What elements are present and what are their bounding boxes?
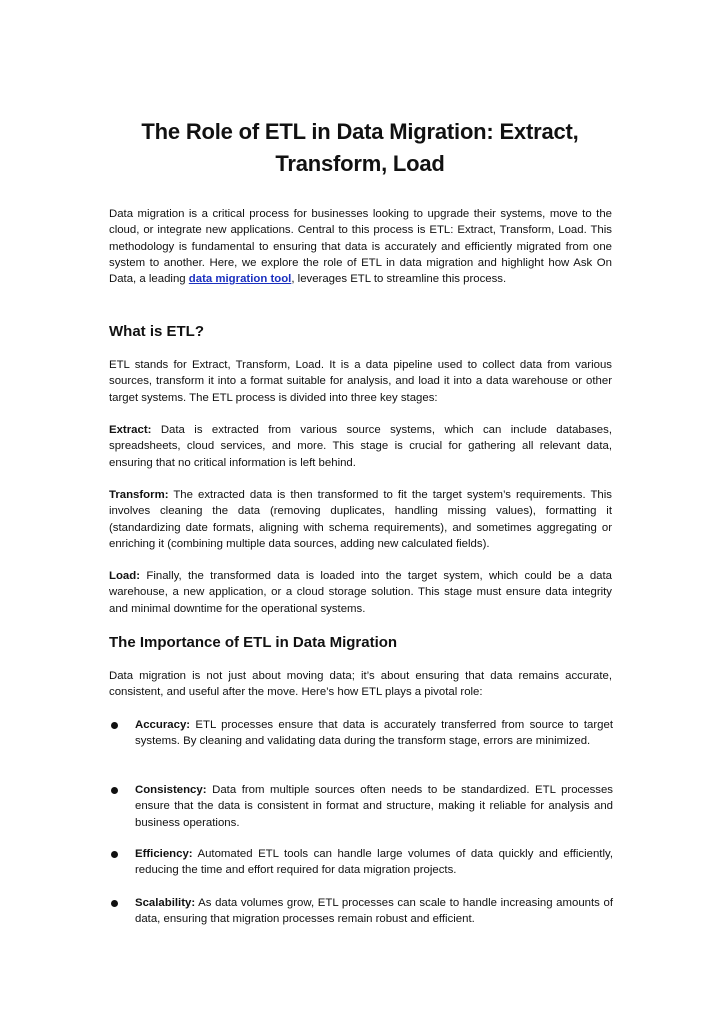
bullet-efficiency xyxy=(135,846,613,879)
title-line-2: Transform, Load xyxy=(275,151,445,176)
bullet-consistency xyxy=(135,782,613,831)
bullet-accuracy-text: ETL processes ensure that data is accurately transferred from source to target systems. By cleaning and validating data during the transform stage, errors are minimized. xyxy=(135,719,613,748)
intro-text-after-link: , leverages ETL to streamline this process. xyxy=(291,273,507,286)
section-heading-what-is-etl: What is ETL? xyxy=(109,323,204,340)
bullet-scalability xyxy=(135,895,613,928)
title-line-1: The Role of ETL in Data Migration: Extract, xyxy=(141,119,579,144)
stage-load-text: Finally, the transformed data is loaded into the target system, which could be a data warehouse, a new application, or a cloud storage solution. This stage must ensure data integrity and minimal downtime for the operational systems. xyxy=(109,570,612,615)
bullet-accuracy xyxy=(135,717,613,750)
importance-intro-paragraph: Data migration is not just about moving data; it’s about ensuring that data remains accurate, consistent, and useful after the move. Here’s how ETL plays a pivotal role: xyxy=(109,670,612,699)
stage-load-label: Load: xyxy=(109,570,141,582)
stage-transform-text: The extracted data is then transformed to fit the target system’s requirements. This involves cleaning the data (removing duplicates, handling missing values), formatting it (standardizing date formats, aligning with schema requirements), and sometimes aggregating or enriching it (combining multiple data sources, adding new calculated fields). xyxy=(109,489,612,550)
bullet-icon xyxy=(109,847,119,863)
document-title xyxy=(100,116,620,180)
bullet-accuracy-label: Accuracy: xyxy=(135,719,191,731)
bullet-efficiency-label: Efficiency: xyxy=(135,848,193,860)
stage-transform-label: Transform: xyxy=(109,489,169,501)
section-heading-importance: The Importance of ETL in Data Migration xyxy=(109,634,398,651)
data-migration-tool-link[interactable]: data migration tool xyxy=(188,273,292,286)
bullet-scalability-label: Scalability: xyxy=(135,897,196,909)
stage-extract-paragraph xyxy=(109,422,612,471)
bullet-scalability-text: As data volumes grow, ETL processes can scale to handle increasing amounts of data, ensuring that migration processes remain robust and efficient. xyxy=(135,897,613,926)
stage-load-paragraph xyxy=(109,568,612,617)
bullet-efficiency-text: Automated ETL tools can handle large volumes of data quickly and efficiently, reducing the time and effort required for data migration projects. xyxy=(135,848,613,877)
stage-extract-text: Data is extracted from various source systems, which can include databases, spreadsheets, cloud services, and more. This stage is crucial for gathering all relevant data, ensuring that no critical information is left behind. xyxy=(109,424,612,469)
bullet-consistency-label: Consistency: xyxy=(135,784,207,796)
intro-text-before-link: Data migration is a critical process for businesses looking to upgrade their systems, move to the cloud, or integrate new applications. Central to this process is ETL: Extract, Transform, Load. This methodology is fundamental to ensuring that data is accurately and efficiently migrated from one system to another. Here, we explore the role of ETL in data migration and highlight how Ask On Data, a leading xyxy=(109,208,612,286)
bullet-icon xyxy=(109,718,119,734)
stage-transform-paragraph xyxy=(109,487,612,552)
bullet-icon xyxy=(109,896,119,912)
bullet-icon xyxy=(109,783,119,799)
stage-extract-label: Extract: xyxy=(109,424,152,436)
intro-paragraph xyxy=(109,206,612,287)
bullet-consistency-text: Data from multiple sources often needs to be standardized. ETL processes ensure that the data is consistent in format and structure, making it reliable for analysis and business operations. xyxy=(135,784,613,829)
etl-definition-paragraph: ETL stands for Extract, Transform, Load. It is a data pipeline used to collect data from various sources, transform it into a format suitable for analysis, and load it into a data warehouse or other target systems. The ETL process is divided into three key stages: xyxy=(109,359,612,404)
